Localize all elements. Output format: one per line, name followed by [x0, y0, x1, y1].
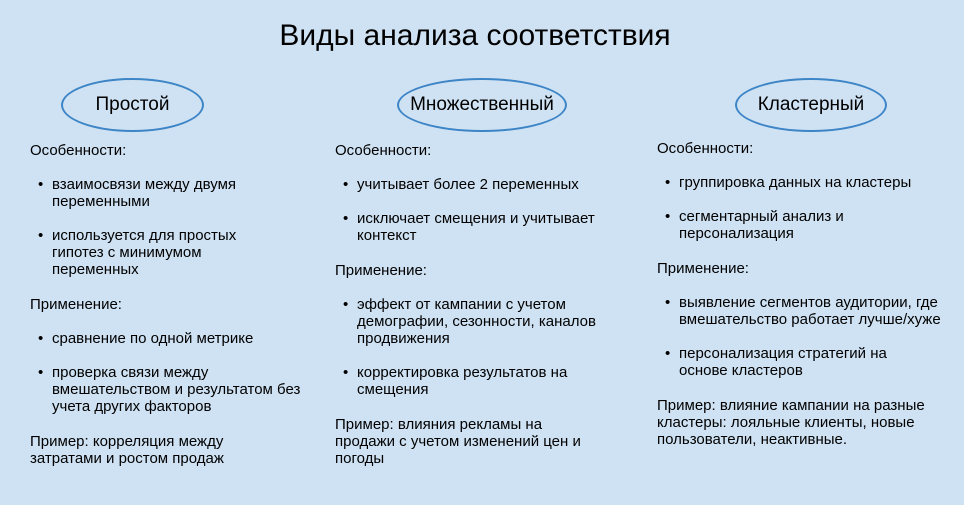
- features-heading: Особенности:: [335, 142, 432, 159]
- list-item: • выявление сегментов аудитории, где вмешательство работает лучше/хуже: [657, 294, 951, 328]
- list-item: • сегментарный анализ и персонализация: [657, 208, 879, 242]
- category-oval-simple: [61, 78, 204, 132]
- list-item: • исключает смещения и учитывает контекст: [335, 210, 627, 244]
- features-heading: Особенности:: [30, 142, 127, 159]
- features-heading: Особенности:: [657, 140, 754, 157]
- list-item: • сравнение по одной метрике: [30, 330, 295, 347]
- column-multiple: [335, 142, 620, 467]
- example-text: Пример: влияния рекламы на продажи с учетом изменений цен и погоды: [335, 416, 581, 467]
- page-title: Виды анализа соответствия: [279, 19, 671, 52]
- list-item: • эффект от кампании с учетом демографии, сезонности, каналов продвижения: [335, 296, 622, 347]
- list-item: • группировка данных на кластеры: [657, 174, 952, 191]
- list-item: • используется для простых гипотез с минимумом переменных: [30, 227, 257, 278]
- usage-heading: Применение:: [335, 262, 427, 279]
- category-label: Множественный: [410, 94, 554, 115]
- usage-heading: Применение:: [657, 260, 749, 277]
- list-item: • корректировка результатов на смещения: [335, 364, 602, 398]
- list-item: • персонализация стратегий на основе кластеров: [657, 345, 904, 379]
- example-text: Пример: влияние кампании на разные кластеры: лояльные клиенты, новые пользователи, неактивные.: [657, 397, 925, 448]
- example-text: Пример: корреляция между затратами и ростом продаж: [30, 433, 224, 467]
- usage-heading: Применение:: [30, 296, 122, 313]
- column-simple: [30, 142, 301, 467]
- list-item: • проверка связи между вмешательством и результатом без учета других факторов: [30, 364, 302, 415]
- column-cluster: [657, 140, 952, 448]
- category-label: Простой: [95, 94, 170, 115]
- category-label: Кластерный: [757, 94, 865, 115]
- list-item: • учитывает более 2 переменных: [335, 176, 620, 193]
- category-oval-cluster: [735, 78, 887, 132]
- list-item: • взаимосвязи между двумя переменными: [30, 176, 295, 210]
- category-oval-multiple: [397, 78, 567, 132]
